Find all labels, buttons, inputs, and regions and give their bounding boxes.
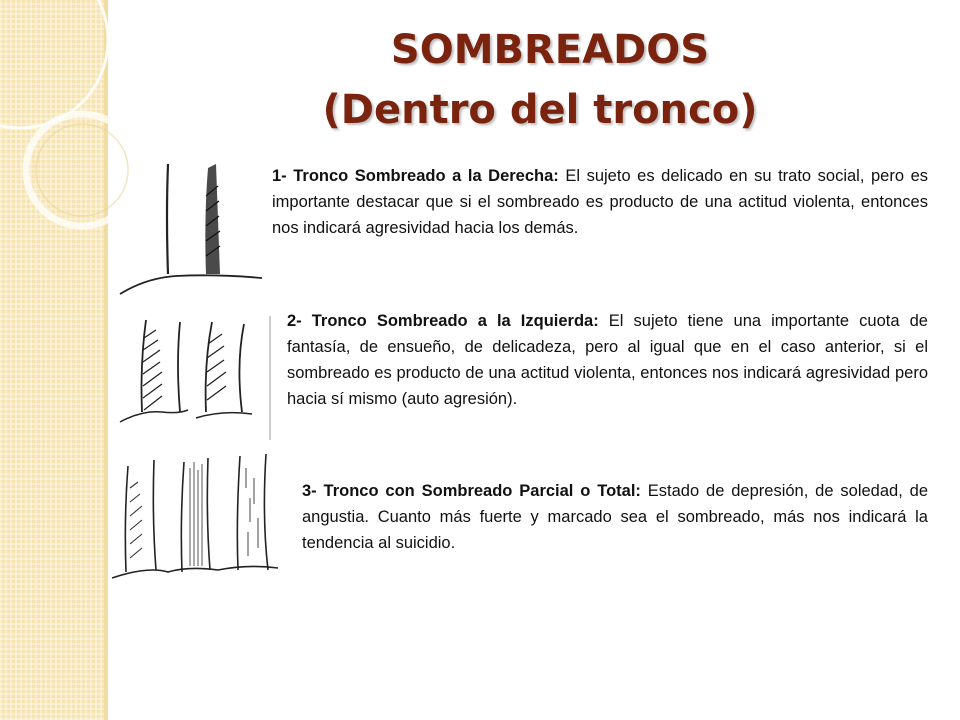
trunk-sketch-partial-total-shading — [108, 448, 280, 596]
trunk-sketch-right-shading — [116, 156, 266, 298]
paragraph-left-shading — [287, 308, 928, 412]
heading-right-shading: 1- Tronco Sombreado a la Derecha: — [272, 167, 559, 185]
heading-partial-total-shading: 3- Tronco con Sombreado Parcial o Total: — [302, 482, 641, 500]
paragraph-partial-total-shading — [302, 478, 928, 556]
slide-title: SOMBREADOS — [390, 27, 710, 73]
slide-subtitle: (Dentro del tronco) — [322, 87, 758, 133]
text-right-shading: El sujeto es delicado en su trato social, pero es importante destacar que si el sombreado es producto de una actitud violenta, entonces nos indicará agresividad hacia los demás. — [272, 167, 928, 237]
text-partial-total-shading: Estado de depresión, de soledad, de angustia. Cuanto más fuerte y marcado sea el sombreado, más nos indicará la tendencia al suicidio. — [302, 482, 929, 552]
heading-left-shading: 2- Tronco Sombreado a la Izquierda: — [287, 312, 599, 330]
text-left-shading: El sujeto tiene una importante cuota de fantasía, de ensueño, de delicadeza, pero al igual que en el caso anterior, si el sombreado es producto de una actitud violenta, entonces nos indicará agresividad pero hacia sí mismo (auto agresión). — [287, 312, 928, 408]
paragraph-right-shading — [272, 163, 928, 241]
trunk-sketch-left-shading — [112, 314, 272, 442]
